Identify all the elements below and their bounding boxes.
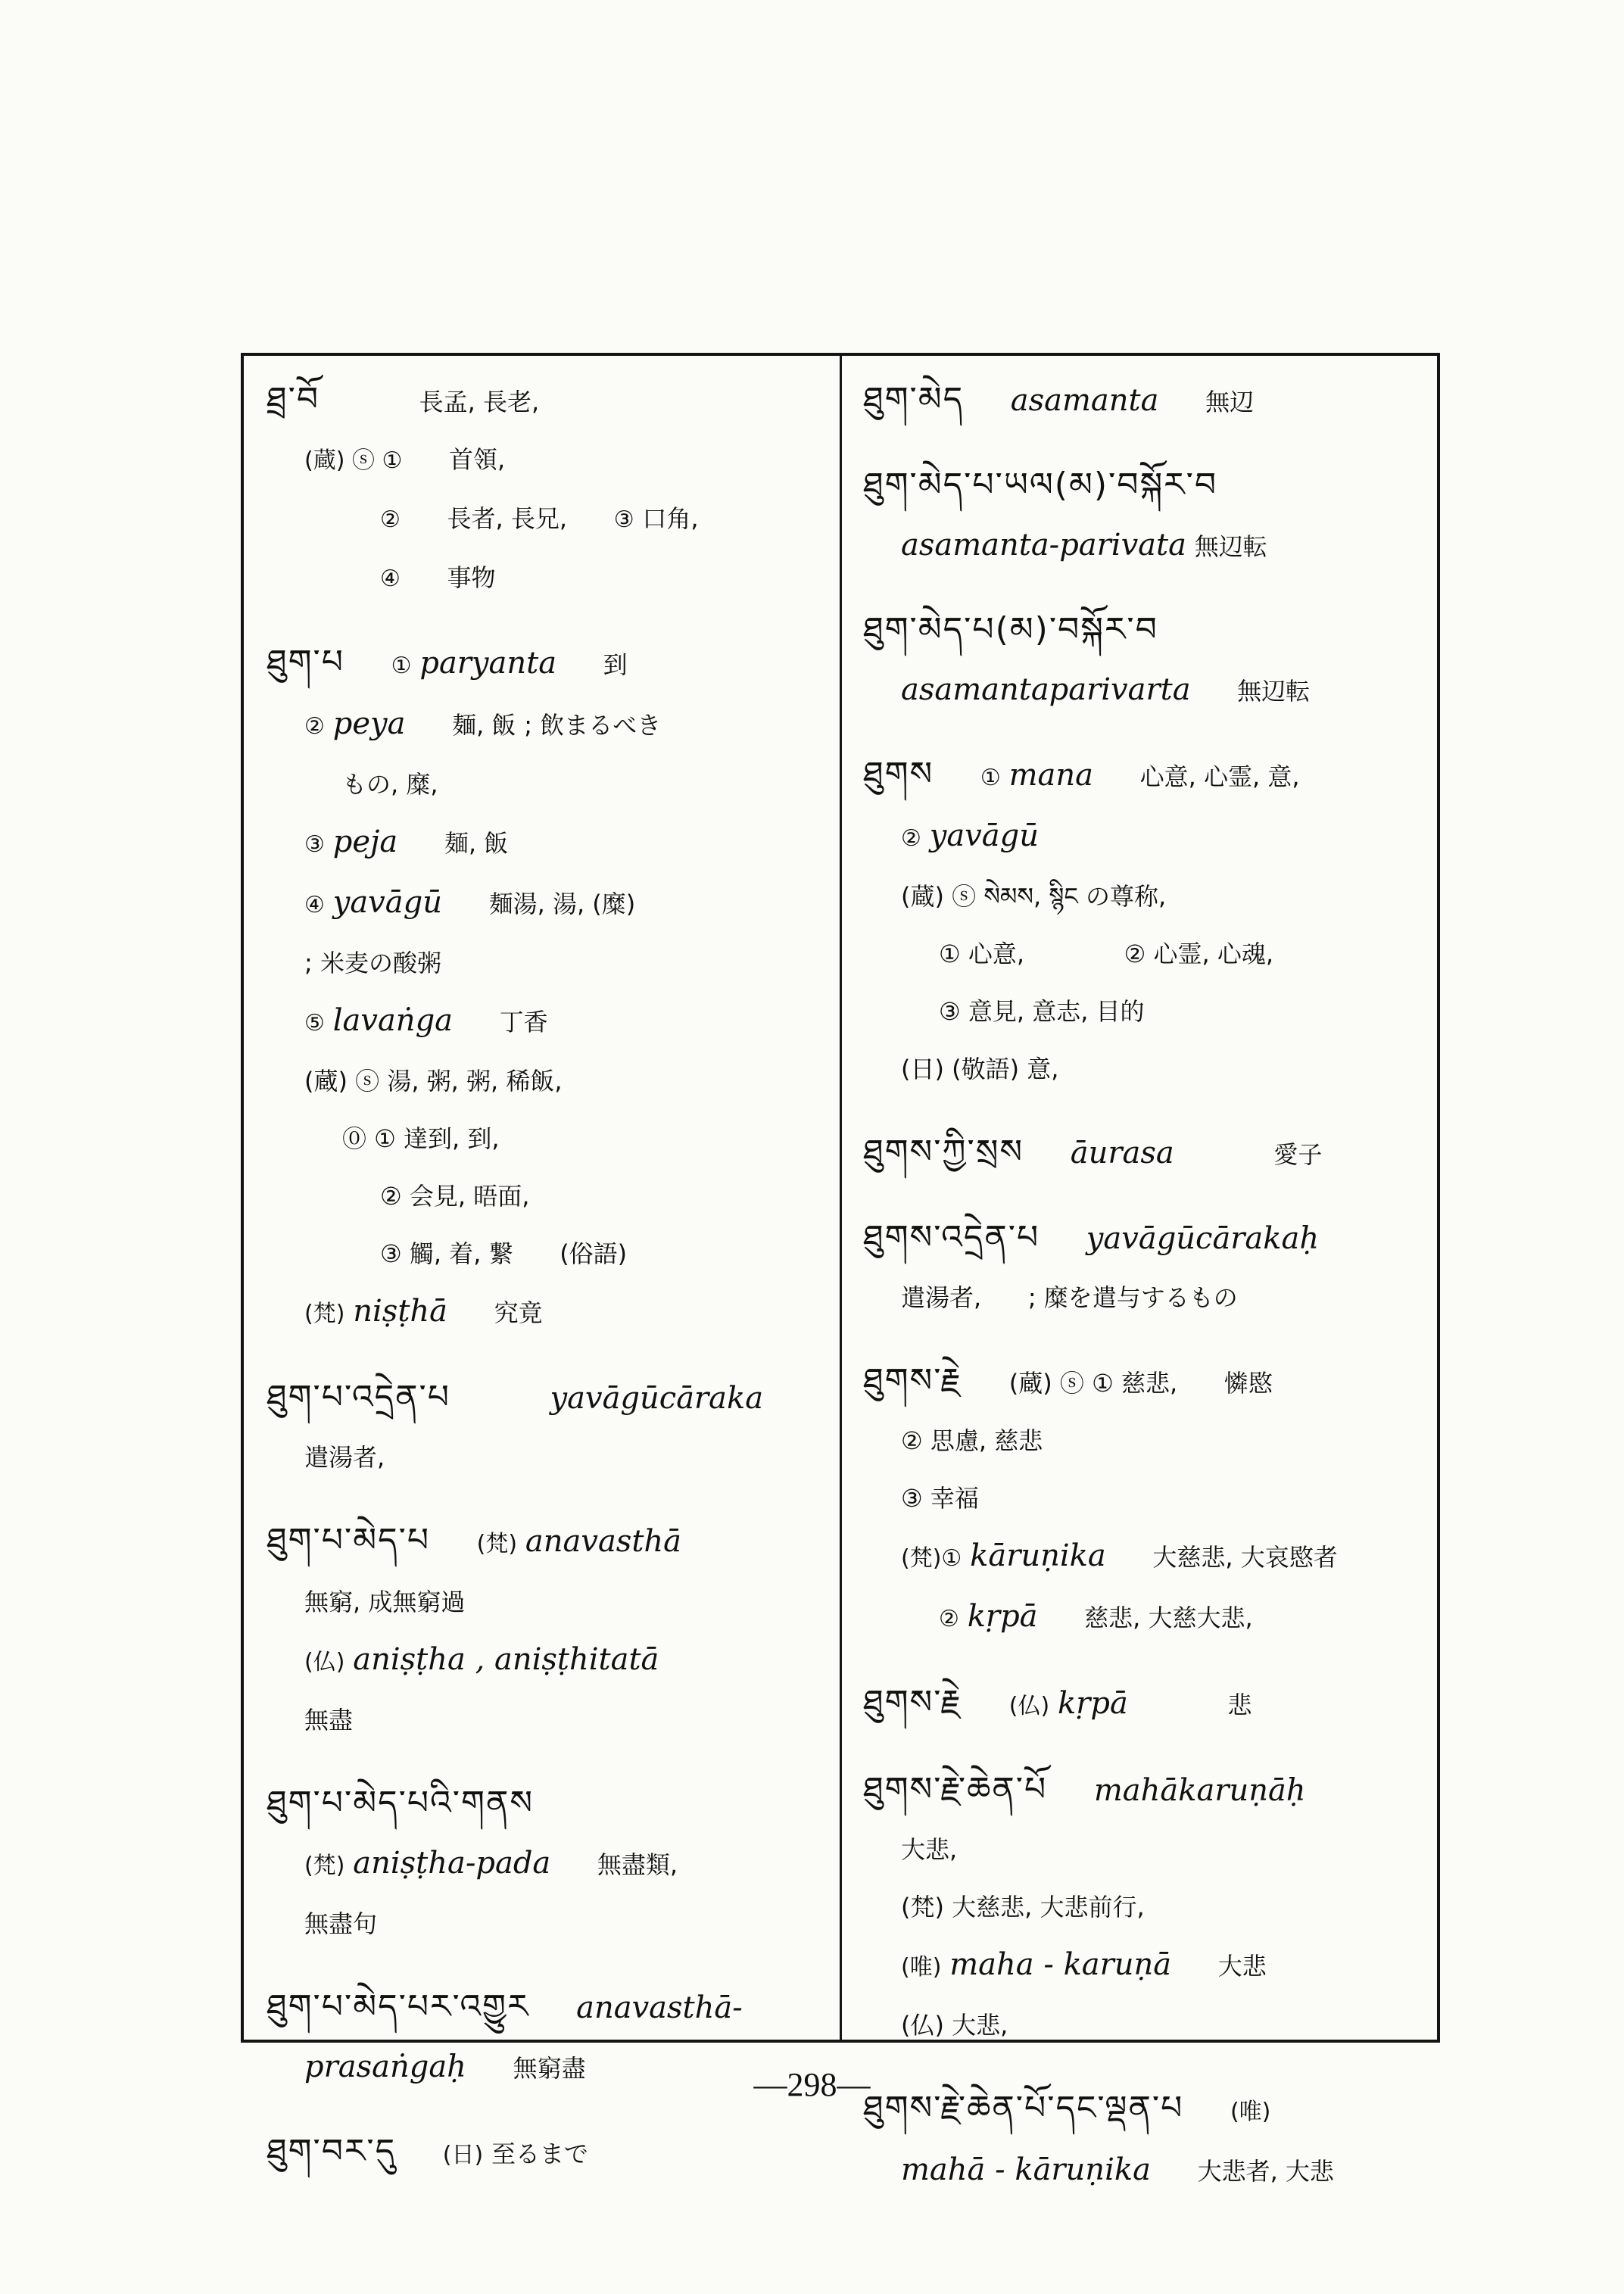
dictionary-entry [863, 601, 1439, 720]
source-mark: (梵) [476, 1531, 518, 1557]
tibetan-headword: ཐུག་མེད [863, 380, 965, 419]
gloss: (蔵) ⓢ 湯, 粥, 粥, 稀飯, [304, 1067, 563, 1096]
sanskrit-term: yavāgū [929, 818, 1039, 853]
sense-number: ② [939, 1606, 959, 1632]
tibetan-headword: ཐུག་པ་མེད་པའི་གནས [267, 1784, 535, 1822]
gloss: ③ 觸, 着, 繋 [380, 1239, 513, 1268]
dictionary-entry [267, 634, 842, 1343]
source-mark: (日) [442, 2142, 484, 2168]
sanskrit-term: aniṣṭha-pada [353, 1846, 551, 1881]
source-mark: (蔵) ⓢ ① [304, 447, 403, 474]
tibetan-headword: ཐུག་པ [267, 643, 344, 681]
gloss: 愛子 [1273, 1140, 1323, 1169]
sense-number: ② [380, 506, 401, 533]
sense-number: ② [304, 713, 325, 740]
tibetan-headword: ཐུགས [863, 755, 934, 793]
tibetan-headword: ཐུགས་རྗེ [863, 1361, 963, 1400]
gloss: ③ 幸福 [901, 1484, 979, 1513]
source-mark: (仏) [304, 1649, 345, 1675]
tibetan-headword: ཐུག་པ་མེད་པ [267, 1521, 431, 1560]
sense-number: ② [901, 825, 921, 852]
source-mark: (梵) [304, 1301, 345, 1327]
sanskrit-term: kṛpā [967, 1599, 1038, 1634]
gloss: 無盡句 [304, 1909, 378, 1938]
sanskrit-term: anavasthā [525, 1524, 682, 1559]
gloss: 慈悲, 大慈大悲, [1084, 1604, 1253, 1632]
tibetan-headword: ཐུག་པ་མེད་པར་འགྱུར [267, 1987, 530, 2026]
sense-number: ① [391, 653, 412, 679]
gloss: 長者, 長兄, [447, 504, 568, 533]
gloss: (梵) 大慈悲, 大悲前行, [901, 1893, 1145, 1922]
gloss: (蔵) ⓢ ① 慈悲, [1008, 1369, 1178, 1398]
source-mark: (仏) [1008, 1693, 1050, 1719]
gloss: 大悲 [1217, 1952, 1267, 1981]
page-number: —298— [753, 2066, 871, 2103]
gloss: もの, 糜, [342, 770, 438, 799]
sanskrit-term: mana [1008, 758, 1093, 793]
gloss: 憐愍 [1223, 1369, 1273, 1398]
dictionary-entry [863, 746, 1439, 1098]
tibetan-headword: ཐུགས་རྗེ [863, 1683, 963, 1722]
source-mark: (梵)① [901, 1545, 962, 1572]
gloss: ③ 意見, 意志, 目的 [939, 997, 1145, 1026]
dictionary-entry [863, 1761, 1439, 2054]
dictionary-entry [863, 371, 1439, 431]
sanskrit-term: mahākaruṇāḥ [1093, 1773, 1306, 1808]
dictionary-entry [267, 1512, 842, 1749]
gloss: 首領, [449, 445, 506, 474]
gloss: 無盡類, [597, 1850, 678, 1879]
dictionary-entry [863, 457, 1439, 575]
tibetan-headword: ཐུག་མེད་པ་ཡལ(མ)་བསྐོར་བ [863, 466, 1218, 504]
sanskrit-term: kṛpā [1058, 1686, 1128, 1721]
gloss: 無辺転 [1237, 677, 1311, 706]
gloss: ; 飲まるべき [524, 711, 662, 740]
gloss: 無窮, 成無窮過 [304, 1588, 466, 1616]
sanskrit-term: maha - karuṇā [949, 1947, 1172, 1982]
gloss: ① 心意, [939, 940, 1025, 968]
sanskrit-term: mahā - kāruṇika [901, 2152, 1151, 2187]
gloss: 心意, 心霊, 意, [1139, 762, 1300, 791]
gloss: 大悲者, 大悲 [1197, 2157, 1334, 2186]
tibetan-headword: ཐུག་བར་དུ [267, 2132, 397, 2171]
gloss: 遣湯者, [901, 1283, 982, 1312]
sanskrit-term: peja [332, 824, 398, 859]
gloss: ; 米麦の酸粥 [304, 949, 441, 977]
tibetan-headword: ཐུགས་འདྲེན་པ [863, 1218, 1040, 1257]
sanskrit-term: kāruṇika [970, 1538, 1106, 1573]
gloss: 遣湯者, [304, 1443, 385, 1472]
gloss: (日) (敬語) 意, [901, 1055, 1059, 1083]
gloss: 事物 [447, 563, 496, 592]
source-mark: (梵) [304, 1853, 345, 1879]
sanskrit-term: niṣṭhā [353, 1294, 447, 1329]
right-column [863, 371, 1439, 2226]
sanskrit-term: peya [332, 706, 406, 741]
gloss: ② 思慮, 慈悲 [901, 1426, 1043, 1455]
sanskrit-term: yavāgūcāraka [550, 1381, 764, 1416]
sense-number: ④ [380, 566, 401, 592]
tibetan-headword: ཐུགས་ཀྱི་སྲས [863, 1133, 1024, 1171]
tibetan-headword: ཐྲ་བོ [267, 380, 320, 419]
gloss: 長孟, 長老, [419, 388, 540, 416]
gloss: 大慈悲, 大哀愍者 [1152, 1543, 1338, 1572]
sense-number: ⑤ [304, 1010, 325, 1036]
dictionary-entry [863, 1674, 1439, 1735]
gloss: 丁香 [499, 1008, 548, 1036]
gloss: 悲 [1227, 1691, 1252, 1719]
gloss: ; 糜を遣与するもの [1027, 1283, 1238, 1312]
source-mark: (唯) [901, 1954, 942, 1981]
tibetan-headword: ཐུག་པ་འདྲེན་པ [267, 1378, 450, 1417]
sanskrit-term: yavāgū [332, 885, 442, 920]
gloss: ⓪ ① 達到, 到, [342, 1124, 500, 1153]
tibetan-headword: ཐུགས་རྗེ་ཆེན་པོ [863, 1770, 1048, 1809]
sanskrit-term: asamanta [1010, 383, 1159, 418]
gloss: 無辺 [1205, 388, 1255, 416]
sanskrit-term: aniṣṭha , aniṣṭhitatā [353, 1642, 659, 1677]
gloss: 至るまで [491, 2140, 588, 2168]
sanskrit-term: āurasa [1070, 1136, 1174, 1170]
sanskrit-term: yavāgūcārakaḥ [1086, 1221, 1320, 1256]
gloss: ② 心霊, 心魂, [1124, 940, 1274, 968]
gloss: 麺, 飯 [444, 829, 509, 858]
gloss: 大悲, [901, 1835, 958, 1864]
dictionary-entry [863, 1352, 1439, 1648]
sanskrit-term: asamanta-parivata [901, 528, 1186, 563]
sanskrit-term: anavasthā- [576, 1990, 743, 2025]
dictionary-entry [267, 1775, 842, 1953]
gloss: (蔵) ⓢ སེམས, སྙིང の尊称, [901, 882, 1167, 911]
dictionary-entry [863, 1209, 1439, 1326]
sanskrit-term: lavaṅga [332, 1003, 454, 1038]
dictionary-entry [267, 2123, 842, 2184]
gloss: 無辺転 [1194, 532, 1267, 561]
sense-number: ④ [304, 892, 325, 918]
dictionary-entry [863, 1124, 1439, 1183]
left-column [267, 371, 842, 2210]
gloss: (俗語) [560, 1239, 628, 1268]
gloss: ② 会見, 晤面, [380, 1182, 530, 1211]
tibetan-headword: ཐུགས་རྗེ་ཆེན་པོ་དང་ལྡན་པ [863, 2089, 1184, 2127]
sense-number: ③ [304, 831, 325, 858]
gloss: 到 [603, 650, 628, 679]
sense-number: ③ [613, 506, 634, 533]
gloss: 無盡 [304, 1706, 354, 1735]
sanskrit-term: asamantaparivarta [901, 672, 1191, 707]
gloss: 麺, 飯 [452, 711, 516, 740]
gloss: 究竟 [494, 1298, 543, 1327]
tibetan-headword: ཐུག་མེད་པ(མ)་བསྐོར་བ [863, 610, 1158, 649]
gloss: 口角, [642, 504, 699, 533]
sanskrit-term: prasaṅgaḥ [304, 2049, 466, 2084]
dictionary-entry [267, 1369, 842, 1486]
gloss: 無窮盡 [513, 2054, 586, 2083]
gloss: 麺湯, 湯, (糜) [488, 890, 636, 918]
sense-number: ① [980, 765, 1001, 791]
gloss: (仏) 大悲, [901, 2011, 1008, 2040]
source-mark: (唯) [1230, 2099, 1271, 2125]
dictionary-entry [267, 371, 842, 608]
sanskrit-term: paryanta [419, 646, 557, 681]
